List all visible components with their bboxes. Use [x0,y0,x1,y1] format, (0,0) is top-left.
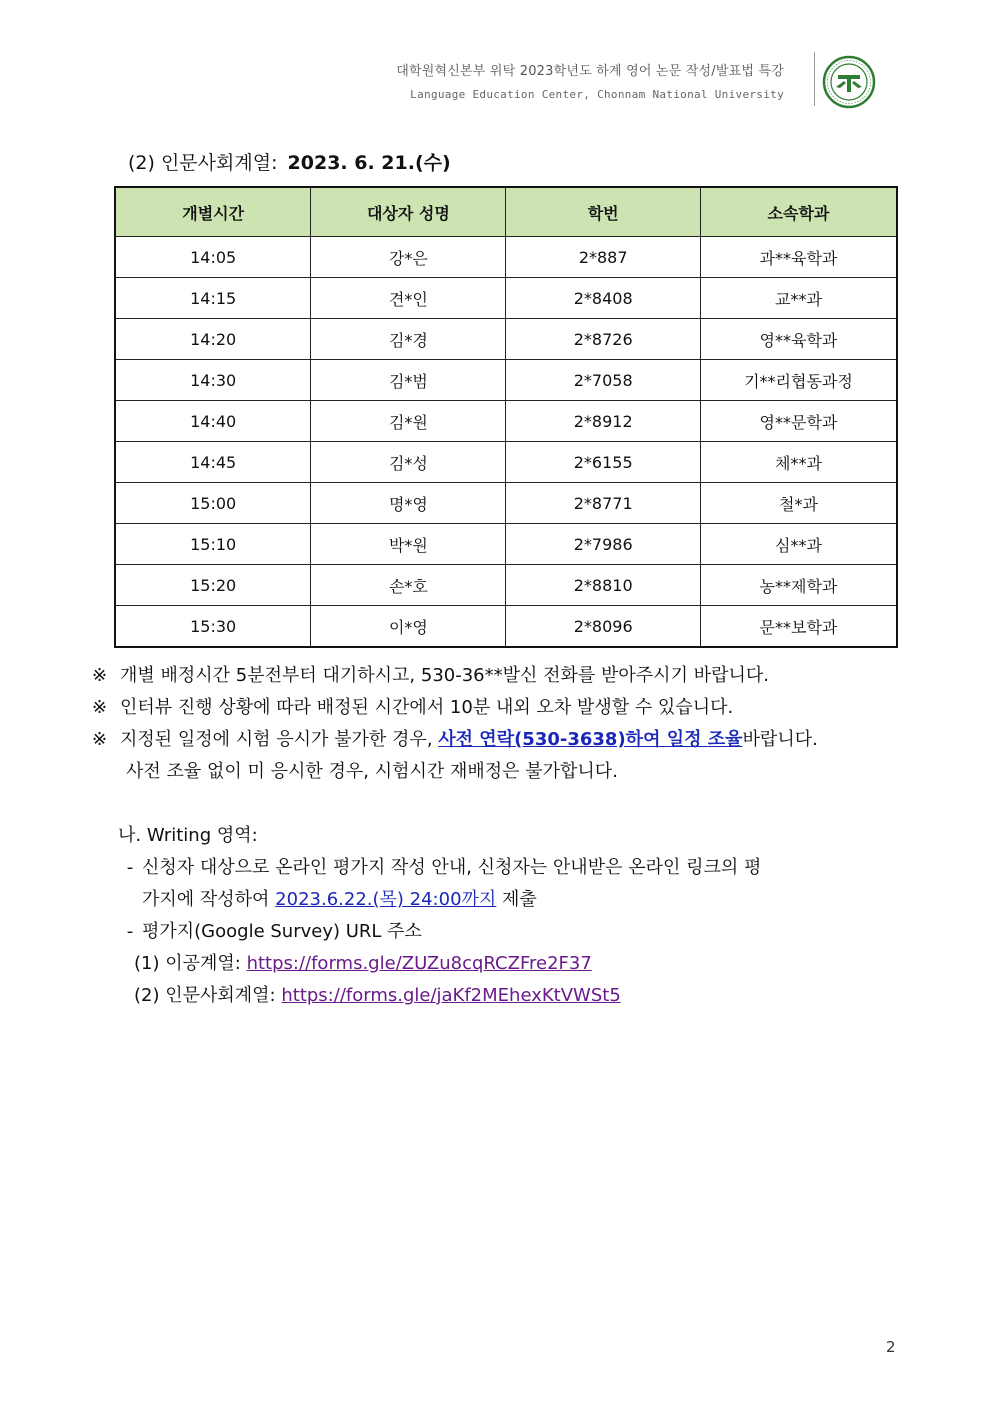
table-row [115,524,897,565]
writing-title: 나. Writing 영역: [118,825,258,846]
header-divider [814,52,815,106]
table-row [115,278,897,319]
cell-time: 15:30 [115,606,311,648]
cell-time: 14:15 [115,278,311,319]
survey-link-row-2 [118,980,761,1012]
table-row [115,565,897,606]
cell-student-id: 2*887 [506,237,701,278]
cell-department: 영**문학과 [700,401,897,442]
reference-mark-icon: ※ [92,697,108,718]
survey-link-humanities[interactable]: https://forms.gle/jaKf2MEhexKtVWSt5 [281,985,621,1006]
survey-link-engineering[interactable]: https://forms.gle/ZUZu8cqRCZFre2F37 [246,953,592,974]
note-item [92,660,818,692]
note-text: 바랍니다. [742,729,818,750]
table-row [115,319,897,360]
note-text: 지정된 일정에 시험 응시가 불가한 경우, [120,729,439,750]
document-header [396,60,784,101]
cell-name: 명*영 [311,483,506,524]
table-row [115,606,897,648]
cell-department: 영**육학과 [700,319,897,360]
cell-name: 김*성 [311,442,506,483]
col-header-department: 소속학과 [700,187,897,237]
page-number: 2 [886,1338,896,1356]
survey-link-row-1 [118,948,761,980]
bullet-dash: - [126,921,134,942]
cell-student-id: 2*8096 [506,606,701,648]
university-seal-icon [822,55,876,109]
col-header-name: 대상자 성명 [311,187,506,237]
survey-link-label: (1) 이공계열: [134,953,241,974]
cell-time: 15:10 [115,524,311,565]
header-subtitle: Language Education Center, Chonnam National University [410,88,784,101]
col-header-time: 개별시간 [115,187,311,237]
cell-department: 교**과 [700,278,897,319]
cell-time: 14:30 [115,360,311,401]
note-item [92,724,818,756]
note-text: 인터뷰 진행 상황에 따라 배정된 시간에서 10분 내외 오차 발생할 수 있습니다. [120,697,734,718]
cell-department: 체**과 [700,442,897,483]
note-text: 개별 배정시간 5분전부터 대기하시고, 530-36**발신 전화를 받아주시기 바랍니다. [120,665,769,686]
cell-time: 14:45 [115,442,311,483]
cell-student-id: 2*8726 [506,319,701,360]
table-row [115,483,897,524]
table-row [115,360,897,401]
cell-department: 심**과 [700,524,897,565]
note-item [92,692,818,724]
bullet-text: 가지에 작성하여 [142,889,276,910]
bullet-text: 신청자 대상으로 온라인 평가지 작성 안내, 신청자는 안내받은 온라인 링크의 평 [142,857,762,878]
cell-student-id: 2*6155 [506,442,701,483]
cell-name: 강*은 [311,237,506,278]
cell-department: 철*과 [700,483,897,524]
cell-name: 손*호 [311,565,506,606]
table-row [115,442,897,483]
cell-name: 견*인 [311,278,506,319]
cell-time: 14:20 [115,319,311,360]
section-label: (2) 인문사회계열: [128,152,278,174]
table-row [115,237,897,278]
cell-name: 김*원 [311,401,506,442]
col-header-student-id: 학번 [506,187,701,237]
cell-student-id: 2*7986 [506,524,701,565]
section-date: 2023. 6. 21.(수) [287,152,451,174]
cell-name: 김*범 [311,360,506,401]
bullet-text: 평가지(Google Survey) URL 주소 [142,921,422,942]
cell-student-id: 2*7058 [506,360,701,401]
cell-student-id: 2*8771 [506,483,701,524]
note-continuation: 사전 조율 없이 미 응시한 경우, 시험시간 재배정은 불가합니다. [126,761,618,782]
deadline-text: 2023.6.22.(목) 24:00까지 [275,889,497,910]
contact-highlight: 사전 연락(530-3638)하여 일정 조율 [438,729,743,750]
survey-link-label: (2) 인문사회계열: [134,985,276,1006]
section-title [128,148,451,175]
table-row [115,401,897,442]
cell-time: 14:05 [115,237,311,278]
cell-time: 15:00 [115,483,311,524]
writing-bullet-1 [118,852,761,884]
reference-mark-icon: ※ [92,665,108,686]
schedule-table [114,186,898,648]
cell-name: 김*경 [311,319,506,360]
writing-bullet-1-cont [118,884,761,916]
cell-department: 과**육학과 [700,237,897,278]
writing-section [118,820,761,1012]
cell-time: 14:40 [115,401,311,442]
cell-student-id: 2*8408 [506,278,701,319]
cell-name: 이*영 [311,606,506,648]
notes-block [92,660,818,788]
bullet-dash: - [126,857,134,878]
writing-bullet-2 [118,916,761,948]
cell-department: 농**제학과 [700,565,897,606]
cell-department: 문**보학과 [700,606,897,648]
bullet-text: 제출 [496,889,537,910]
reference-mark-icon: ※ [92,729,108,750]
cell-student-id: 2*8912 [506,401,701,442]
table-header-row [115,187,897,237]
cell-name: 박*원 [311,524,506,565]
cell-time: 15:20 [115,565,311,606]
cell-student-id: 2*8810 [506,565,701,606]
cell-department: 기**리협동과정 [700,360,897,401]
header-title: 대학원혁신본부 위탁 2023학년도 하계 영어 논문 작성/발표법 특강 [396,64,784,79]
